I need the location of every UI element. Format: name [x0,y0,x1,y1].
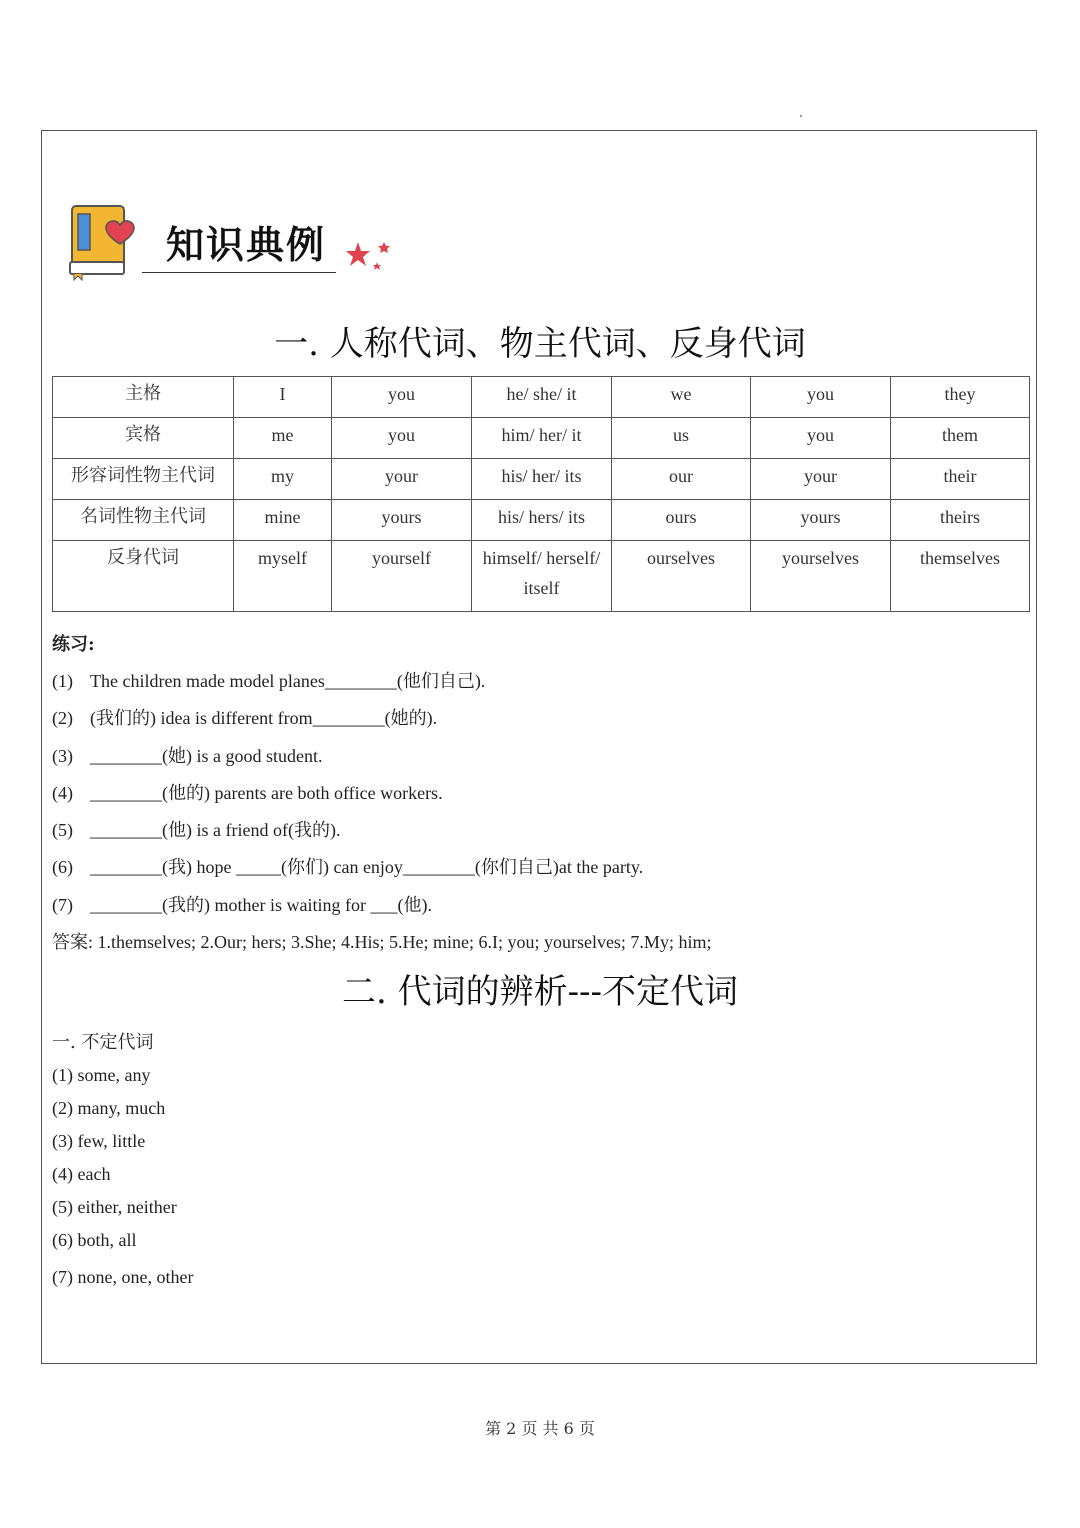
exercise-number: (7) [52,895,73,915]
table-cell: ours [612,500,751,541]
table-cell: we [612,377,751,418]
exercise-label: 练习: [52,634,95,655]
exercise-item [52,816,340,842]
table-row [53,500,1030,541]
answer-line: 答案: 1.themselves; 2.Our; hers; 3.She; 4.His; 5.He; mine; 6.I; you; yourselves; 7.My; him; [52,932,712,952]
scan-dot [800,115,802,117]
table-cell: you [751,377,891,418]
list-item: (3) few, little [52,1131,146,1151]
section1-title: 一. 人称代词、物主代词、反身代词 [274,324,806,364]
exercise-text: ________(她) is a good student. [90,746,323,766]
table-cell: us [612,418,751,459]
table-cell: they [891,377,1030,418]
exercise-number: (5) [52,820,73,840]
table-cell: you [332,377,472,418]
exercise-text: ________(我的) mother is waiting for ___(他). [90,895,432,915]
table-cell: me [234,418,332,459]
list-item: (6) both, all [52,1230,137,1250]
table-cell: yours [332,500,472,541]
exercise-number: (2) [52,708,73,728]
table-cell: yourself [332,541,472,612]
exercise-text: ________(他) is a friend of(我的). [90,820,341,840]
table-cell: his/ her/ its [472,459,612,500]
row-label: 宾格 [53,418,234,459]
banner-title: 知识典例 [166,223,327,267]
exercise-text: (我们的) idea is different from________(她的). [90,708,438,728]
table-cell: I [234,377,332,418]
row-label: 反身代词 [53,541,234,612]
table-cell: their [891,459,1030,500]
table-cell: him/ her/ it [472,418,612,459]
exercise-item [52,742,322,768]
table-row [53,377,1030,418]
table-cell: themselves [891,541,1030,612]
list-item: (2) many, much [52,1098,166,1118]
table-cell: yours [751,500,891,541]
pronoun-table [52,376,1030,612]
exercise-number: (6) [52,857,73,877]
exercise-number: (4) [52,783,73,803]
table-cell: theirs [891,500,1030,541]
page-footer: 第 2 页 共 6 页 [485,1419,595,1438]
table-cell: he/ she/ it [472,377,612,418]
section-banner [66,200,406,290]
table-cell: you [332,418,472,459]
star-icon [344,238,394,278]
table-cell: himself/ herself/ itself [472,541,612,612]
table-cell: them [891,418,1030,459]
table-cell: yourselves [751,541,891,612]
row-label: 形容词性物主代词 [53,459,234,500]
row-label: 名词性物主代词 [53,500,234,541]
list-item: (1) some, any [52,1065,151,1085]
exercise-text: ________(我) hope _____(你们) can enjoy________(你们自己)at the party. [90,857,644,877]
table-cell: my [234,459,332,500]
exercise-item [52,853,643,879]
section2-subheading: 一. 不定代词 [52,1032,154,1053]
table-row [53,459,1030,500]
book-heart-icon [66,200,136,282]
table-cell: your [751,459,891,500]
exercise-text: The children made model planes________(他们自己). [90,671,486,691]
exercise-number: (3) [52,746,73,766]
exercise-item [52,704,437,730]
table-cell: myself [234,541,332,612]
row-label: 主格 [53,377,234,418]
table-cell: mine [234,500,332,541]
table-row [53,541,1030,612]
table-cell: your [332,459,472,500]
table-cell: his/ hers/ its [472,500,612,541]
banner-underline [142,272,336,273]
exercise-item [52,779,443,805]
table-cell: you [751,418,891,459]
exercise-text: ________(他的) parents are both office workers. [90,783,443,803]
list-item: (4) each [52,1164,111,1184]
section2-title: 二. 代词的辨析---不定代词 [341,972,739,1012]
exercise-number: (1) [52,671,73,691]
list-item: (5) either, neither [52,1197,177,1217]
list-item: (7) none, one, other [52,1267,194,1287]
table-row [53,418,1030,459]
exercise-item [52,891,432,917]
exercise-item [52,667,485,693]
table-cell: ourselves [612,541,751,612]
table-cell: our [612,459,751,500]
